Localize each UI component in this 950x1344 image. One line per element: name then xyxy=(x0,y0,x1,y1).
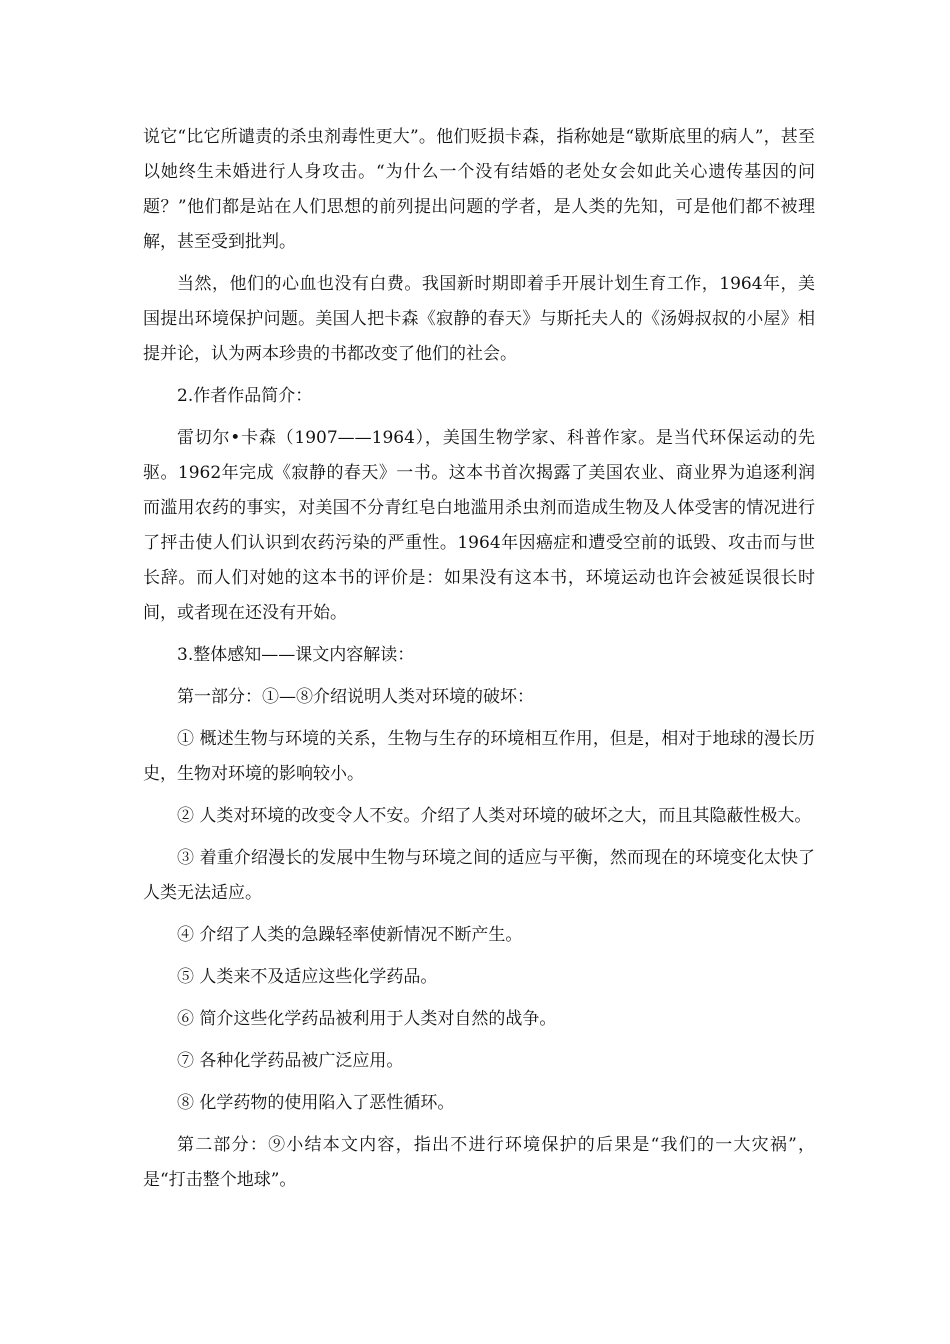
list-item-1: ① 概述生物与环境的关系，生物与生存的环境相互作用，但是，相对于地球的漫长历史，生物对环境的影响较小。 xyxy=(143,729,815,784)
paragraph-author-intro: 雷切尔•卡森（1907——1964），美国生物学家、科普作家。是当代环保运动的先驱。1962年完成《寂静的春天》一书。这本书首次揭露了美国农业、商业界为追逐利润而滥用农药的事实，对美国不分青红皂白地滥用杀虫剂而造成生物及人体受害的情况进行了抨击使人们认识到农药污染的严重性。1964年因癌症和遭受空前的诋毁、攻击而与世长辞。而人们对她的这本书的评价是：如果没有这本书，环境运动也许会被延误很长时间，或者现在还没有开始。 xyxy=(143,428,815,623)
document-body xyxy=(143,120,815,1205)
list-item-7: ⑦ 各种化学药品被广泛应用。 xyxy=(177,1051,404,1071)
paragraph-critics-attack: 说它“比它所谴责的杀虫剂毒性更大”。他们贬损卡森，指称她是“歇斯底里的病人”，甚至以她终生未婚进行人身攻击。“为什么一个没有结婚的老处女会如此关心遗传基因的问题？”他们都是站在人们思想的前列提出问题的学者，是人类的先知，可是他们都不被理解，甚至受到批判。 xyxy=(143,127,815,252)
list-item-5: ⑤ 人类来不及适应这些化学药品。 xyxy=(177,967,438,987)
paragraph-part-one-heading: 第一部分：①—⑧介绍说明人类对环境的破坏： xyxy=(177,687,534,707)
paragraph-part-two: 第二部分：⑨小结本文内容，指出不进行环境保护的后果是“我们的一大灾祸”，是“打击整个地球”。 xyxy=(143,1135,815,1190)
paragraph-efforts-not-wasted: 当然，他们的心血也没有白费。我国新时期即着手开展计划生育工作，1964年，美国提出环境保护问题。美国人把卡森《寂静的春天》与斯托夫人的《汤姆叔叔的小屋》相提并论，认为两本珍贵的书都改变了他们的社会。 xyxy=(143,274,815,364)
list-item-4: ④ 介绍了人类的急躁轻率使新情况不断产生。 xyxy=(177,925,523,945)
list-item-8: ⑧ 化学药物的使用陷入了恶性循环。 xyxy=(177,1093,455,1113)
list-item-3: ③ 着重介绍漫长的发展中生物与环境之间的适应与平衡，然而现在的环境变化太快了人类无法适应。 xyxy=(143,848,815,903)
section-heading-content-analysis: 3.整体感知——课文内容解读： xyxy=(177,645,415,665)
list-item-6: ⑥ 简介这些化学药品被利用于人类对自然的战争。 xyxy=(177,1009,557,1029)
section-heading-author-intro: 2.作者作品简介： xyxy=(177,386,313,406)
list-item-2: ② 人类对环境的改变令人不安。介绍了人类对环境的破坏之大，而且其隐蔽性极大。 xyxy=(177,806,812,826)
